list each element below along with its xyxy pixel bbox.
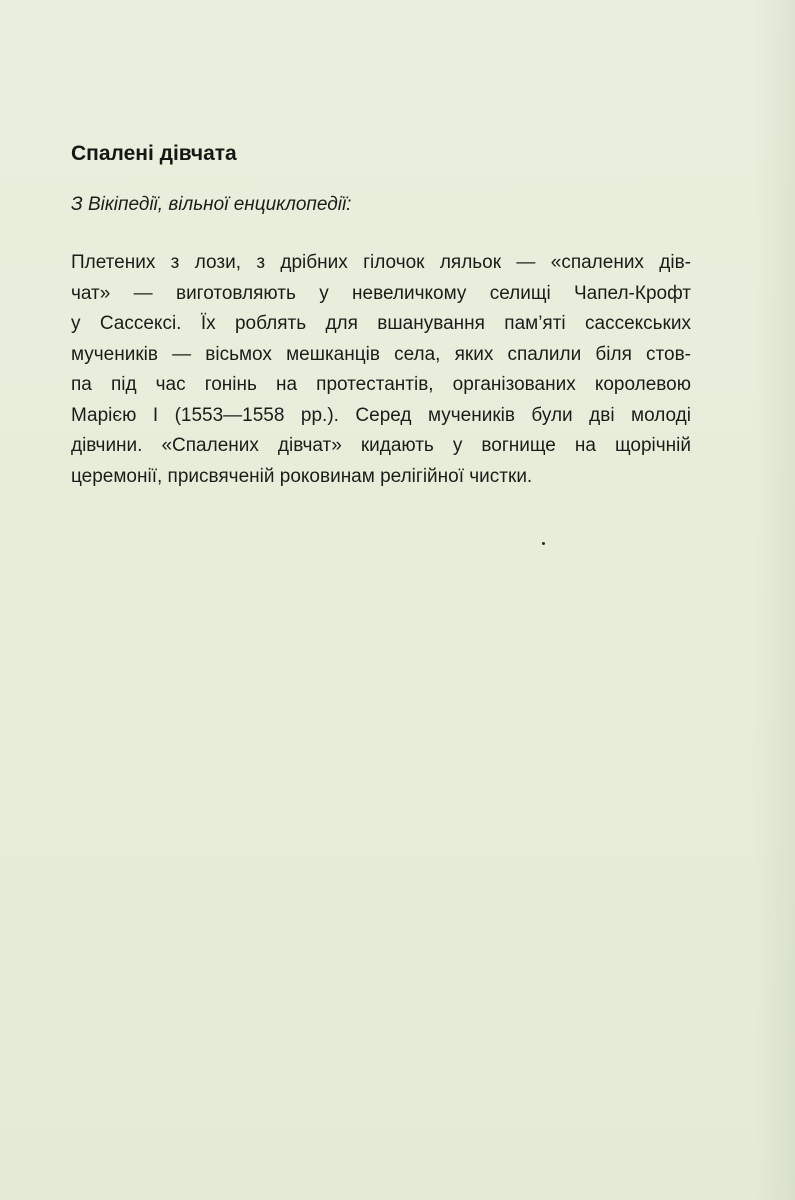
paragraph-line: мучеників — вісьмох мешканців села, яких спалили біля стов- [71, 343, 691, 365]
ink-speck [542, 542, 545, 545]
body-paragraph [71, 248, 691, 492]
paragraph-line: па під час гонінь на протестантів, організованих королевою [71, 374, 691, 395]
page-content [71, 140, 691, 492]
page-edge-shadow [755, 0, 795, 1200]
paragraph-line: чат» — виготовляють у невеличкому селищі Чапел-Крофт [71, 282, 691, 304]
paragraph-line: Марією I (1553—1558 рр.). Серед мучеників були дві молоді [71, 404, 691, 426]
paragraph-line: церемонії, присвяченій роковинам релігійної чистки. [71, 465, 533, 487]
page-title: Спалені дівчата [71, 142, 237, 165]
source-line: З Вікіпедії, вільної енциклопедії: [71, 194, 352, 215]
paragraph-line: дівчини. «Спалених дівчат» кидають у вогнище на щорічній [71, 435, 691, 456]
paragraph-line: у Сассексі. Їх роблять для вшанування пам’яті сассекських [71, 313, 691, 334]
paragraph-line: Плетених з лози, з дрібних гілочок ляльок — «спалених дів- [71, 252, 691, 273]
